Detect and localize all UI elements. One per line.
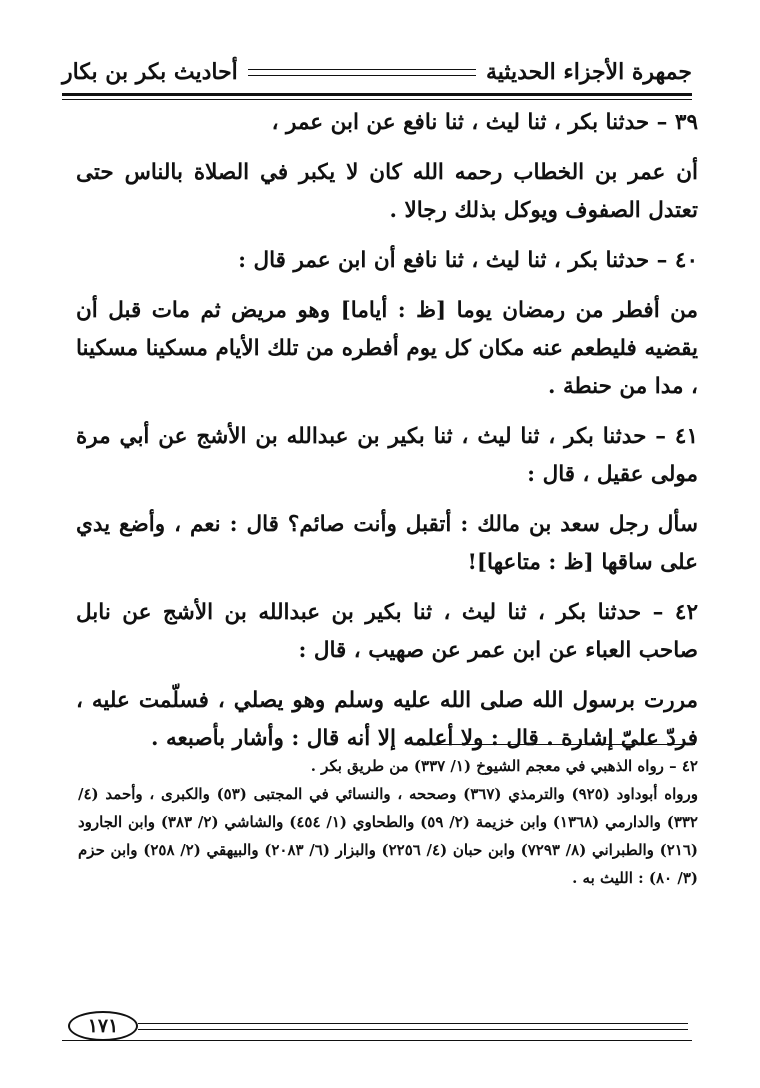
hadith-39-text: أن عمر بن الخطاب رحمه الله كان لا يكبر في الصلاة بالناس حتى تعتدل الصفوف ويوكل بذلك رجالا .: [76, 160, 698, 223]
hadith-42-isnad: ٤٢ – حدثنا بكر ، ثنا ليث ، ثنا بكير بن عبدالله بن الأشج عن نابل صاحب العباء عن ابن عمر عن صهيب ، قال :: [76, 600, 698, 663]
hadith-39-isnad: ٣٩ – حدثنا بكر ، ثنا ليث ، ثنا نافع عن ابن عمر ،: [271, 110, 698, 135]
hadith-40-isnad: ٤٠ – حدثنا بكر ، ثنا ليث ، ثنا نافع أن ابن عمر قال :: [238, 248, 698, 273]
page-number: ١٧١: [68, 1011, 138, 1041]
main-text: [76, 104, 698, 770]
footnotes: [78, 752, 698, 892]
footer-ornament-rule: [138, 1023, 688, 1030]
hadith-42-text: مررت برسول الله صلى الله عليه وسلم وهو يصلي ، فسلّمت عليه ، فردّ عليّ إشارة . قال : ولا أعلمه إلا أنه قال : وأشار بأصبعه .: [76, 688, 698, 751]
header-divider: [62, 93, 692, 100]
footnote-42-line-1: ٤٢ – رواه الذهبي في معجم الشيوخ (١/ ٣٣٧) من طريق بكر .: [310, 757, 698, 775]
hadith-40-text: من أفطر من رمضان يوما [ظ : أياما] وهو مريض ثم مات قبل أن يقضيه فليطعم عنه مكان كل يوم أفطره من تلك الأيام مسكينا مسكينا ، مدا من حنطة .: [76, 298, 698, 399]
header-ornament-rule: [248, 69, 476, 76]
hadith-41-text: سأل رجل سعد بن مالك : أتقبل وأنت صائم؟ قال : نعم ، وأضع يدي على ساقها [ظ : متاعها]!: [76, 512, 698, 575]
footnote-separator: [437, 744, 695, 745]
header-section-title: أحاديث بكر بن بكار: [62, 59, 238, 85]
running-header: [62, 52, 692, 92]
header-book-title: جمهرة الأجزاء الحديثية: [485, 59, 692, 85]
footnote-42-line-2: ورواه أبوداود (٩٢٥) والترمذي (٣٦٧) وصححه ، والنسائي في المجتبى (٥٣) والكبرى ، وأحمد (٤/ ٣٣٢) والدارمي (١٣٦٨) وابن خزيمة (٢/ ٥٩) والطحاوي (١/ ٤٥٤) والشاشي (٢/ ٣٨٣) وابن الجارود (٢١٦) والطبراني (٨/ ٧٢٩٣) وابن حبان (٤/ ٢٢٥٦) والبزار (٦/ ٢٠٨٣) والبيهقي (٢/ ٢٥٨) وابن حزم (٣/ ٨٠) : الليث به .: [78, 785, 698, 887]
footer-divider: [62, 1040, 692, 1041]
hadith-41-isnad: ٤١ – حدثنا بكر ، ثنا ليث ، ثنا بكير بن عبدالله بن الأشج عن أبي مرة مولى عقيل ، قال :: [76, 424, 698, 487]
